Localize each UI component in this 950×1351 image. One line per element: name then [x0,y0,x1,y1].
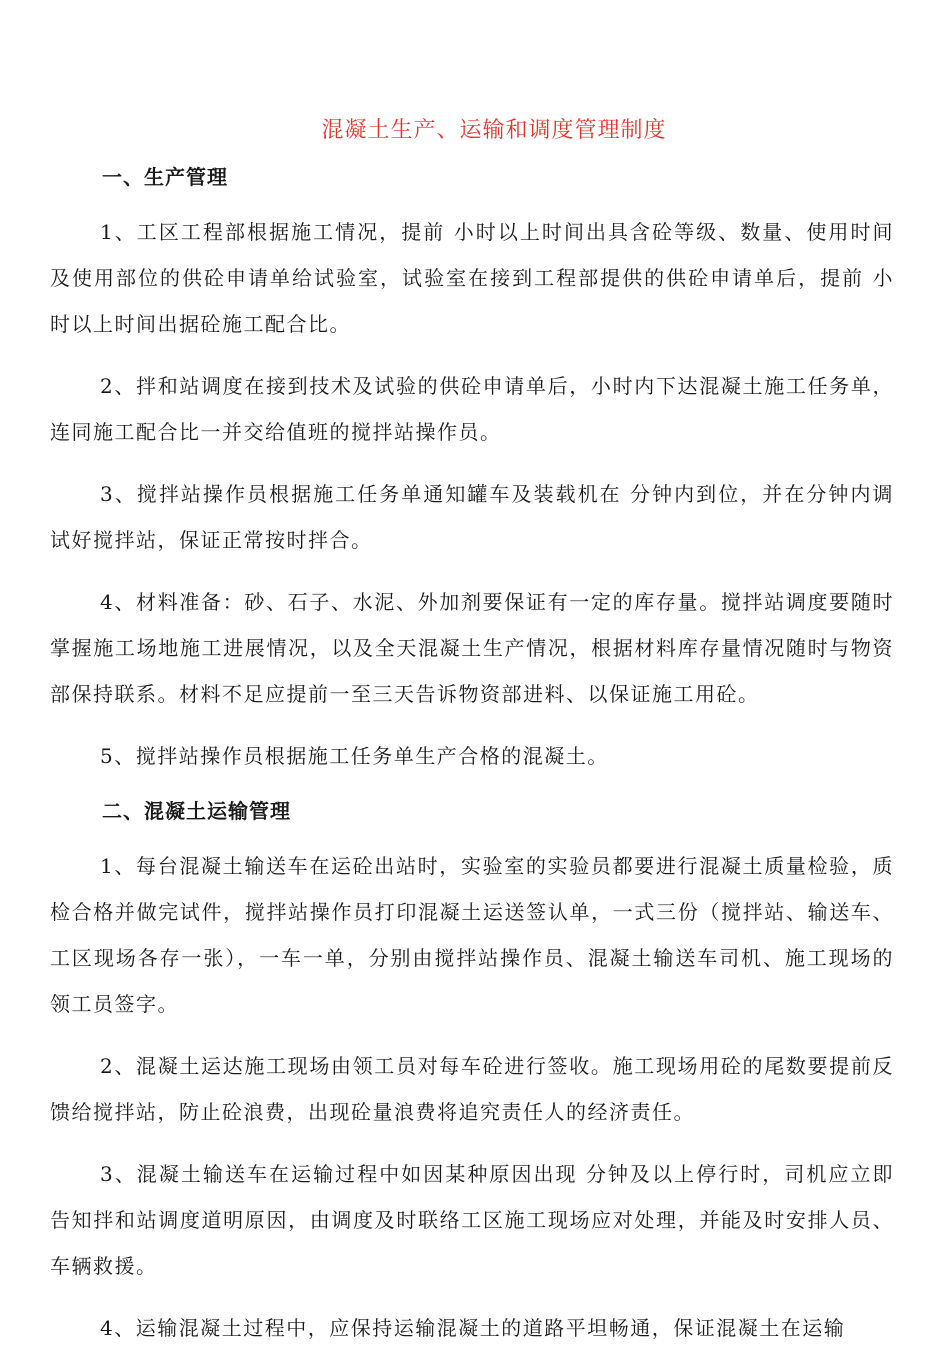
paragraph: 1、工区工程部根据施工情况，提前 小时以上时间出具含砼等级、数量、使用时间及使用部位的供砼申请单给试验室，试验室在接到工程部提供的供砼申请单后，提前 小时以上时间出据砼施工配合比。 [50,220,894,336]
paragraph: 5、搅拌站操作员根据施工任务单生产合格的混凝土。 [100,744,609,768]
section-heading: 二、混凝土运输管理 [102,799,291,823]
paragraph: 4、运输混凝土过程中，应保持运输混凝土的道路平坦畅通，保证混凝土在运输 [100,1316,846,1340]
paragraph: 1、每台混凝土输送车在运砼出站时，实验室的实验员都要进行混凝土质量检验，质检合格并做完试件，搅拌站操作员打印混凝土运送签认单，一式三份（搅拌站、输送车、工区现场各存一张），一车一单，分别由搅拌站操作员、混凝土输送车司机、施工现场的领工员签字。 [50,854,894,1016]
paragraph: 3、搅拌站操作员根据施工任务单通知罐车及装载机在 分钟内到位，并在分钟内调试好搅拌站，保证正常按时拌合。 [50,482,894,552]
section-production-management [50,161,894,779]
paragraph: 3、混凝土输送车在运输过程中如因某种原因出现 分钟及以上停行时，司机应立即告知拌和站调度道明原因，由调度及时联络工区施工现场应对处理，并能及时安排人员、车辆救援。 [50,1162,894,1278]
document-title: 混凝土生产、运输和调度管理制度 [321,118,667,143]
paragraph: 2、拌和站调度在接到技术及试验的供砼申请单后，小时内下达混凝土施工任务单，连同施工配合比一并交给值班的搅拌站操作员。 [50,374,894,444]
paragraph: 2、混凝土运达施工现场由领工员对每车砼进行签收。施工现场用砼的尾数要提前反馈给搅拌站，防止砼浪费，出现砼量浪费将追究责任人的经济责任。 [50,1054,894,1124]
section-concrete-transport-management [50,795,894,1351]
section-heading: 一、生产管理 [102,165,228,189]
paragraph: 4、材料准备：砂、石子、水泥、外加剂要保证有一定的库存量。搅拌站调度要随时掌握施工场地施工进展情况，以及全天混凝土生产情况，根据材料库存量情况随时与物资部保持联系。材料不足应提前一至三天告诉物资部进料、以保证施工用砼。 [50,590,894,706]
